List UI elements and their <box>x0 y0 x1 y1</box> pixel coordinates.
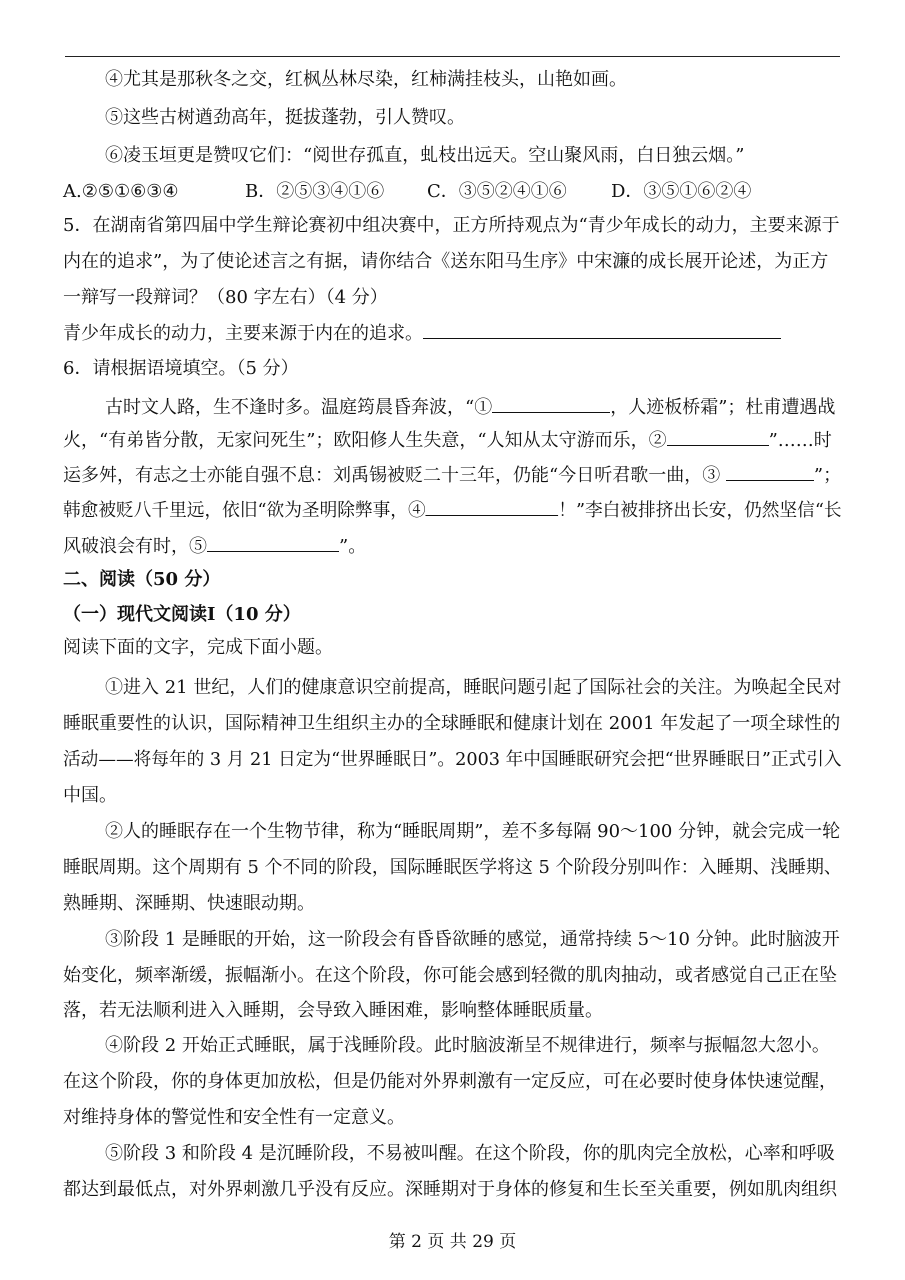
header-rule <box>65 56 840 57</box>
q4-option-c: C．③⑤②④①⑥ <box>427 181 567 202</box>
q6-text: 火，“有弟皆分散，无家问死生”；欧阳修人生失意，“人知从太守游而乐，② <box>63 430 667 451</box>
q4-item-5: ⑤这些古树遒劲高年，挺拔蓬勃，引人赞叹。 <box>105 107 465 128</box>
section-2-instruction: 阅读下面的文字，完成下面小题。 <box>63 637 333 658</box>
q6-line-2 <box>63 429 832 452</box>
passage-p1-line: 活动——将每年的 3 月 21 日定为“世界睡眠日”。2003 年中国睡眠研究会把“世界睡眠日”正式引入 <box>63 749 842 770</box>
q5-line-3: 一辩写一段辩词？（80 字左右）（4 分） <box>63 287 388 308</box>
q6-text: 运多舛，有志之士亦能自强不息：刘禹锡被贬二十三年，仍能“今日听君歌一曲，③ <box>63 465 726 486</box>
passage-p3-line: 落，若无法顺利进入入睡期，会导致入睡困难，影响整体睡眠质量。 <box>63 1000 603 1021</box>
passage-p2-line: ②人的睡眠存在一个生物节律，称为“睡眠周期”，差不多每隔 90～100 分钟，就会完成一轮 <box>105 821 841 842</box>
q5-answer-line <box>63 322 781 345</box>
q6-line-3 <box>63 464 841 487</box>
q4-option-a: A.②⑤①⑥③④ <box>63 181 179 202</box>
q6-line-5 <box>63 535 366 558</box>
q4-option-d: D．③⑤①⑥②④ <box>611 181 752 202</box>
q5-answer-lead: 青少年成长的动力，主要来源于内在的追求。 <box>63 323 423 344</box>
q4-item-6: ⑥凌玉垣更是赞叹它们：“阅世存孤直，虬枝出远天。空山聚风雨，白日独云烟。” <box>105 145 745 166</box>
q6-text: ”； <box>813 465 842 486</box>
q6-text: ，人迹板桥霜”；杜甫遭遇战 <box>610 397 836 418</box>
q6-text: 韩愈被贬八千里远，依旧“欲为圣明除弊事，④ <box>63 500 426 521</box>
q5-line-2: 内在的追求”，为了使论述言之有据，请你结合《送东阳马生序》中宋濂的成长展开论述，为正方 <box>63 251 829 272</box>
blank-1[interactable] <box>492 396 610 413</box>
q6-text: ！”李白被排挤出长安，仍然坚信“长 <box>558 500 842 521</box>
page-footer: 第 2 页 共 29 页 <box>388 1232 517 1252</box>
q6-line-1 <box>105 396 835 419</box>
q5-line-1: 5．在湖南省第四届中学生辩论赛初中组决赛中，正方所持观点为“青少年成长的动力，主要来源于 <box>63 215 840 236</box>
q6-line-4 <box>63 499 842 522</box>
passage-p1-line: ①进入 21 世纪，人们的健康意识空前提高，睡眠问题引起了国际社会的关注。为唤起全民对 <box>105 677 842 698</box>
passage-p3-line: 始变化，频率渐缓，振幅渐小。在这个阶段，你可能会感到轻微的肌肉抽动，或者感觉自己正在坠 <box>63 965 837 986</box>
passage-p1-line: 睡眠重要性的认识，国际精神卫生组织主办的全球睡眠和健康计划在 2001 年发起了一项全球性的 <box>63 713 841 734</box>
passage-p5-line: ⑤阶段 3 和阶段 4 是沉睡阶段，不易被叫醒。在这个阶段，你的肌肉完全放松，心率和呼吸 <box>105 1143 835 1164</box>
passage-p2-line: 熟睡期、深睡期、快速眼动期。 <box>63 893 315 914</box>
q6-text: 古时文人路，生不逢时多。温庭筠晨昏奔波，“① <box>105 397 493 418</box>
section-2-title: 二、阅读（50 分） <box>63 569 221 590</box>
passage-p4-line: 对维持身体的警觉性和安全性有一定意义。 <box>63 1107 405 1128</box>
passage-p2-line: 睡眠周期。这个周期有 5 个不同的阶段，国际睡眠医学将这 5 个阶段分别叫作：入睡期、浅睡期、 <box>63 857 842 878</box>
q5-answer-blank[interactable] <box>423 322 781 339</box>
q6-title: 6．请根据语境填空。（5 分） <box>63 358 299 379</box>
passage-p4-line: 在这个阶段，你的身体更加放松，但是仍能对外界刺激有一定反应，可在必要时使身体快速觉醒， <box>63 1071 837 1092</box>
passage-p5-line: 都达到最低点，对外界刺激几乎没有反应。深睡期对于身体的修复和生长至关重要，例如肌肉组织 <box>63 1179 837 1200</box>
q4-option-b: B．②⑤③④①⑥ <box>245 181 385 202</box>
blank-5[interactable] <box>207 535 339 552</box>
q6-text: ”。 <box>339 536 367 557</box>
blank-2[interactable] <box>667 429 769 446</box>
passage-p3-line: ③阶段 1 是睡眠的开始，这一阶段会有昏昏欲睡的感觉，通常持续 5～10 分钟。此时脑波开 <box>105 929 840 950</box>
q6-text: 风破浪会有时，⑤ <box>63 536 207 557</box>
blank-4[interactable] <box>426 499 559 516</box>
passage-p4-line: ④阶段 2 开始正式睡眠，属于浅睡阶段。此时脑波渐呈不规律进行，频率与振幅忽大忽小。 <box>105 1035 830 1056</box>
section-2-subtitle: （一）现代文阅读Ⅰ（10 分） <box>63 604 301 625</box>
blank-3[interactable] <box>726 464 814 481</box>
q6-text: ”……时 <box>768 430 832 451</box>
q4-item-4: ④尤其是那秋冬之交，红枫丛林尽染，红柿满挂枝头，山艳如画。 <box>105 69 627 90</box>
passage-p1-line: 中国。 <box>63 785 117 806</box>
